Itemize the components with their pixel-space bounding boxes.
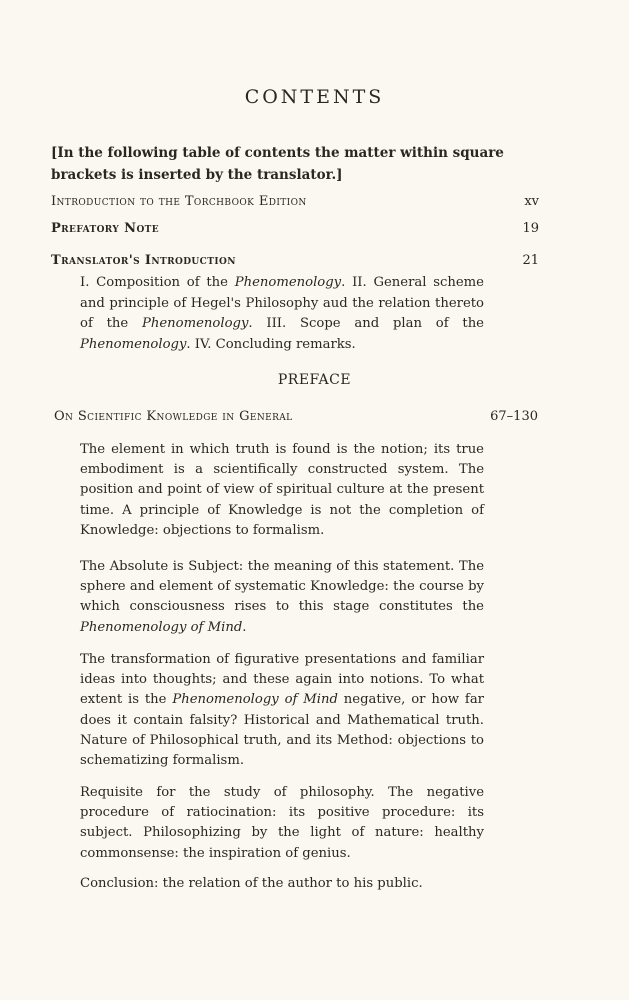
summary-text: I. Composition of the	[80, 275, 235, 290]
toc-entry-translators-introduction	[51, 253, 539, 268]
translators-introduction-summary	[80, 273, 484, 355]
preface-paragraph-5: Conclusion: the relation of the author to his public.	[80, 876, 423, 891]
summary-italic: Phenomenology	[234, 275, 342, 290]
summary-text: . III. Scope and plan of the	[248, 316, 484, 331]
paragraph-text: The Absolute is Subject: the meaning of this statement. The sphere and element of systematic Knowledge: the course by which consciousness rises to this stage constitutes the	[80, 559, 484, 615]
preface-paragraph-2	[80, 557, 484, 638]
translator-note: [In the following table of contents the matter within square brackets is inserted by the translator.]	[51, 145, 504, 183]
toc-entry-page: 21	[522, 253, 539, 268]
summary-italic: Phenomenology	[80, 336, 187, 352]
paragraph-text: negative, or how far does it contain falsity? Historical and Mathematical truth. Nature of Philosophical truth, and its Method: objections to schematizing formalism.	[80, 692, 484, 769]
toc-entry-label: Translator's Introduction	[51, 253, 236, 268]
summary-text: . II. General scheme and principle of Hegel's Philosophy aud the relation thereto of the	[80, 275, 484, 331]
toc-entry-prefatory-note	[51, 221, 539, 236]
preface-paragraph-1: The element in which truth is found is the notion; its true embodiment is a scientifically constructed system. The position and point of view of spiritual culture at the present time. A principle of Knowledge is not the completion of Knowledge: objections to formalism.	[80, 442, 484, 538]
page-title: CONTENTS	[244, 86, 385, 108]
preface-paragraph-4: Requisite for the study of philosophy. The negative procedure of ratiocination: its positive procedure: its subject. Philosophizing by the light of nature: healthy commonsense: the inspiration of genius.	[80, 785, 484, 861]
toc-entry-scientific-knowledge	[54, 409, 538, 424]
preface-heading: PREFACE	[277, 372, 352, 388]
paragraph-italic: Phenomenology of Mind	[172, 692, 338, 708]
summary-text: . IV. Concluding remarks.	[186, 336, 356, 352]
toc-entry-label: Prefatory Note	[51, 221, 160, 236]
paragraph-italic: Phenomenology of Mind	[80, 619, 243, 635]
summary-italic: Phenomenology	[142, 316, 249, 331]
toc-entry-torchbook-introduction	[51, 194, 539, 209]
paragraph-text: The transformation of figurative presentations and familiar ideas into thoughts; and these again into notions. To what extent is the	[80, 652, 484, 708]
preface-paragraph-3	[80, 650, 484, 771]
paragraph-text: .	[242, 619, 247, 635]
toc-entry-label: On Scientific Knowledge in General	[54, 409, 293, 424]
toc-entry-page: 67–130	[490, 409, 538, 424]
toc-entry-page: 19	[522, 221, 539, 236]
toc-entry-label: Introduction to the Torchbook Edition	[51, 194, 307, 209]
toc-entry-page: xv	[524, 194, 539, 209]
